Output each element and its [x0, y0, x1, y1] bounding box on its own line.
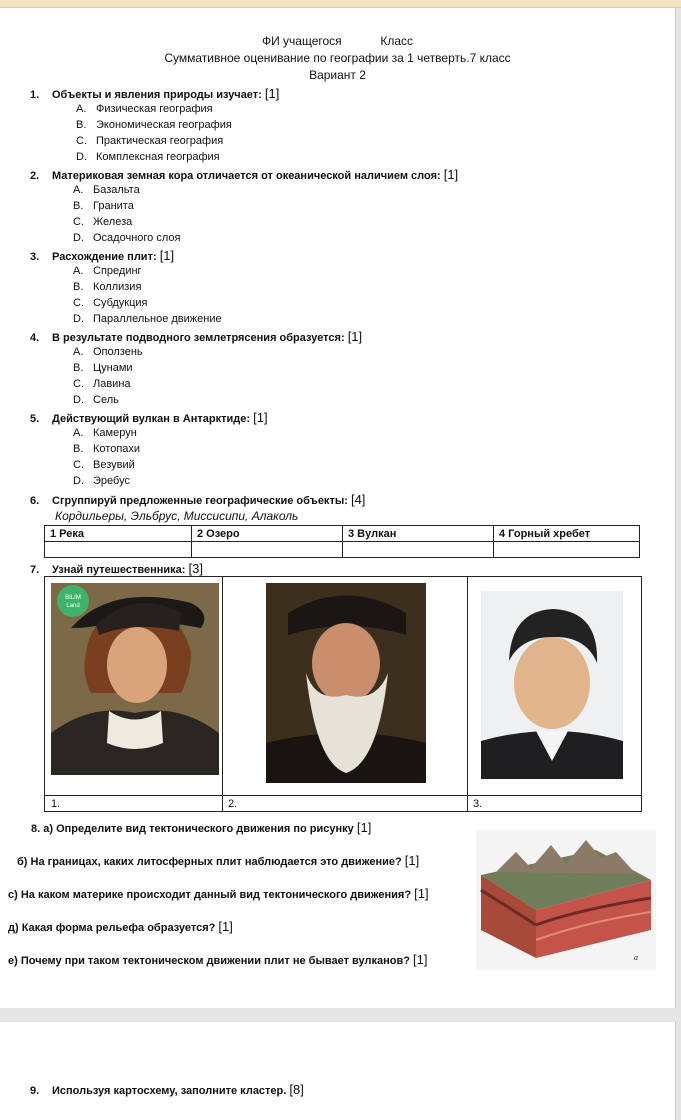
table-cell-answer[interactable]	[45, 542, 192, 558]
question-8d: д) Какая форма рельефа образуется? [1]	[8, 919, 233, 934]
question-5: 5. Действующий вулкан в Антарктиде: [1]	[30, 410, 268, 425]
portrait-3-image	[481, 591, 623, 779]
portraits-table	[44, 576, 642, 812]
portrait-cell-3	[467, 577, 641, 811]
question-2: 2. Материковая земная кора отличается от океанической наличием слоя: [1]	[30, 167, 459, 182]
q2-option-b: B. Гранита	[73, 200, 134, 212]
table-header-river: 1 Река	[45, 526, 192, 542]
header-line-1	[0, 34, 675, 48]
q5-option-c: C. Везувий	[73, 459, 135, 471]
question-7: 7. Узнай путешественника: [3]	[30, 561, 203, 576]
q5-option-d: D. Эребус	[73, 475, 130, 487]
q1-option-d: D. Комплексная география	[76, 151, 220, 163]
svg-text:BILIM: BILIM	[65, 595, 81, 601]
question-8c: с) На каком материке происходит данный вид тектонического движения? [1]	[8, 886, 429, 901]
test-title: Суммативное оценивание по географии за 1 четверть.7 класс	[164, 51, 511, 65]
table-answer-row	[45, 542, 640, 558]
question-8b: б) На границах, каких литосферных плит наблюдается это движение? [1]	[17, 853, 420, 868]
question-6: 6. Сгруппируй предложенные географические объекты: [4]	[30, 492, 366, 507]
question-8e: е) Почему при таком тектоническом движении плит не бывает вулканов? [1]	[8, 952, 428, 967]
q1-option-c: C. Практическая география	[76, 135, 224, 147]
q2-option-a: A. Базальта	[73, 184, 140, 196]
question-3: 3. Расхождение плит: [1]	[30, 248, 175, 263]
table-header-lake: 2 Озеро	[192, 526, 343, 542]
table-header-mountain: 4 Горный хребет	[494, 526, 640, 542]
table-cell-answer[interactable]	[192, 542, 343, 558]
q4-option-a: A. Оползень	[73, 346, 143, 358]
student-name-label: ФИ учащегося	[261, 34, 342, 48]
q1-option-b: B. Экономическая география	[76, 119, 232, 131]
q3-option-c: C. Субдукция	[73, 297, 148, 309]
portrait-2-image	[266, 583, 426, 783]
portrait-caption-3: 3.	[467, 795, 641, 811]
q2-option-d: D. Осадочного слоя	[73, 232, 181, 244]
class-label: Класс	[380, 34, 414, 48]
portrait-cell-2	[222, 577, 468, 811]
top-edge	[0, 0, 681, 8]
q5-option-a: A. Камерун	[73, 427, 137, 439]
q2-option-c: C. Железа	[73, 216, 133, 228]
table-header-volcano: 3 Вулкан	[343, 526, 494, 542]
q1-option-a: A. Физическая география	[76, 103, 213, 115]
document-page-1	[0, 8, 676, 1008]
document-page-2	[0, 1022, 676, 1120]
portrait-1-image	[51, 583, 219, 775]
portrait-caption-1: 1.	[45, 795, 222, 811]
portrait-caption-2: 2.	[222, 795, 467, 811]
table-cell-answer[interactable]	[494, 542, 640, 558]
q4-option-b: B. Цунами	[73, 362, 133, 374]
question-8a: 8. а) Определите вид тектонического движения по рисунку [1]	[31, 820, 372, 835]
table-header-row	[45, 526, 640, 542]
portrait-cell-1	[45, 577, 223, 811]
q4-option-d: D. Сель	[73, 394, 119, 406]
q6-grouping-table	[44, 525, 640, 558]
question-1: 1. Объекты и явления природы изучает: [1]	[30, 86, 280, 101]
question-9: 9. Используя картосхему, заполните кластер. [8]	[30, 1082, 304, 1097]
tectonic-block-diagram	[476, 830, 656, 970]
q3-option-a: A. Спрединг	[73, 265, 142, 277]
q4-option-c: C. Лавина	[73, 378, 131, 390]
table-cell-answer[interactable]	[343, 542, 494, 558]
q3-option-d: D. Параллельное движение	[73, 313, 222, 325]
variant-label: Вариант 2	[309, 68, 366, 82]
q3-option-b: B. Коллизия	[73, 281, 142, 293]
watermark-badge	[57, 585, 89, 617]
q5-option-b: B. Котопахи	[73, 443, 141, 455]
svg-text:Land: Land	[66, 603, 80, 609]
question-4: 4. В результате подводного землетрясения образуется: [1]	[30, 329, 363, 344]
figure-label: а	[634, 953, 638, 962]
q6-objects-list: Кордильеры, Эльбрус, Миссисипи, Алаколь	[55, 509, 299, 523]
